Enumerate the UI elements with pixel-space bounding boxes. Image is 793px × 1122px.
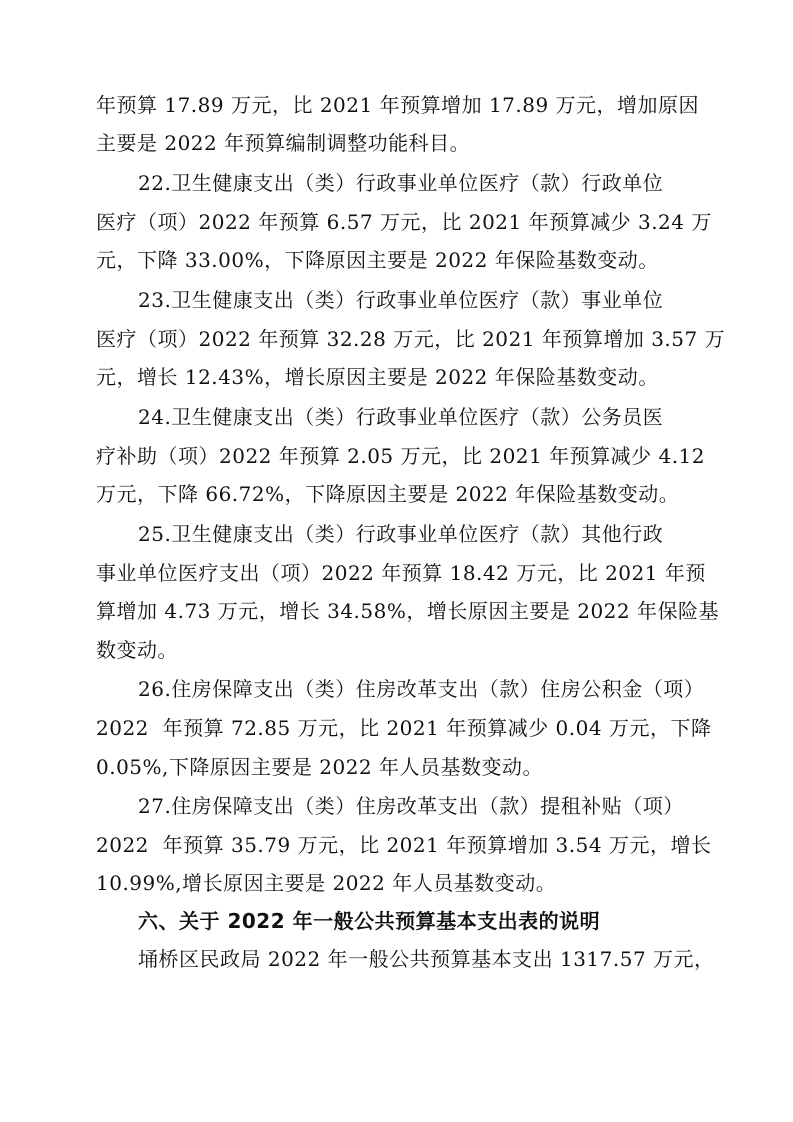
text-line: 医疗（项）2022 年预算 6.57 万元，比 2021 年预算减少 3.24 万	[96, 210, 712, 234]
item-25-line: 25.卫生健康支出（类）行政事业单位医疗（款）其他行政	[138, 522, 664, 546]
text-line: 数变动。	[96, 638, 178, 662]
text-line: 年预算 17.89 万元，比 2021 年预算增加 17.89 万元，增加原因	[96, 93, 700, 117]
text-line: 10.99%,增长原因主要是 2022 年人员基数变动。	[96, 871, 557, 895]
item-26-line: 26.住房保障支出（类）住房改革支出（款）住房公积金（项）	[138, 677, 705, 701]
text-line: 0.05%,下降原因主要是 2022 年人员基数变动。	[96, 755, 544, 779]
text-line: 医疗（项）2022 年预算 32.28 万元，比 2021 年预算增加 3.57 万	[96, 327, 726, 351]
text-line: 万元，下降 66.72%，下降原因主要是 2022 年保险基数变动。	[96, 482, 680, 506]
text-line: 算增加 4.73 万元，增长 34.58%，增长原因主要是 2022 年保险基	[96, 599, 719, 623]
section-heading: 六、关于 2022 年一般公共预算基本支出表的说明	[138, 909, 601, 933]
item-24-line: 24.卫生健康支出（类）行政事业单位医疗（款）公务员医	[138, 405, 664, 429]
text-line: 2022 年预算 35.79 万元，比 2021 年预算增加 3.54 万元，增长	[96, 833, 712, 857]
text-line: 元，下降 33.00%，下降原因主要是 2022 年保险基数变动。	[96, 248, 659, 272]
item-22-line: 22.卫生健康支出（类）行政事业单位医疗（款）行政单位	[138, 171, 664, 195]
text-line: 元，增长 12.43%，增长原因主要是 2022 年保险基数变动。	[96, 365, 659, 389]
text-line: 2022 年预算 72.85 万元，比 2021 年预算减少 0.04 万元，下降	[96, 716, 712, 740]
text-line: 埇桥区民政局 2022 年一般公共预算基本支出 1317.57 万元，	[138, 947, 715, 971]
item-27-line: 27.住房保障支出（类）住房改革支出（款）提租补贴（项）	[138, 794, 684, 818]
item-23-line: 23.卫生健康支出（类）行政事业单位医疗（款）事业单位	[138, 288, 664, 312]
text-line: 疗补助（项）2022 年预算 2.05 万元，比 2021 年预算减少 4.12	[96, 444, 706, 468]
text-line: 主要是 2022 年预算编制调整功能科目。	[96, 131, 471, 155]
text-line: 事业单位医疗支出（项）2022 年预算 18.42 万元，比 2021 年预	[96, 561, 706, 585]
